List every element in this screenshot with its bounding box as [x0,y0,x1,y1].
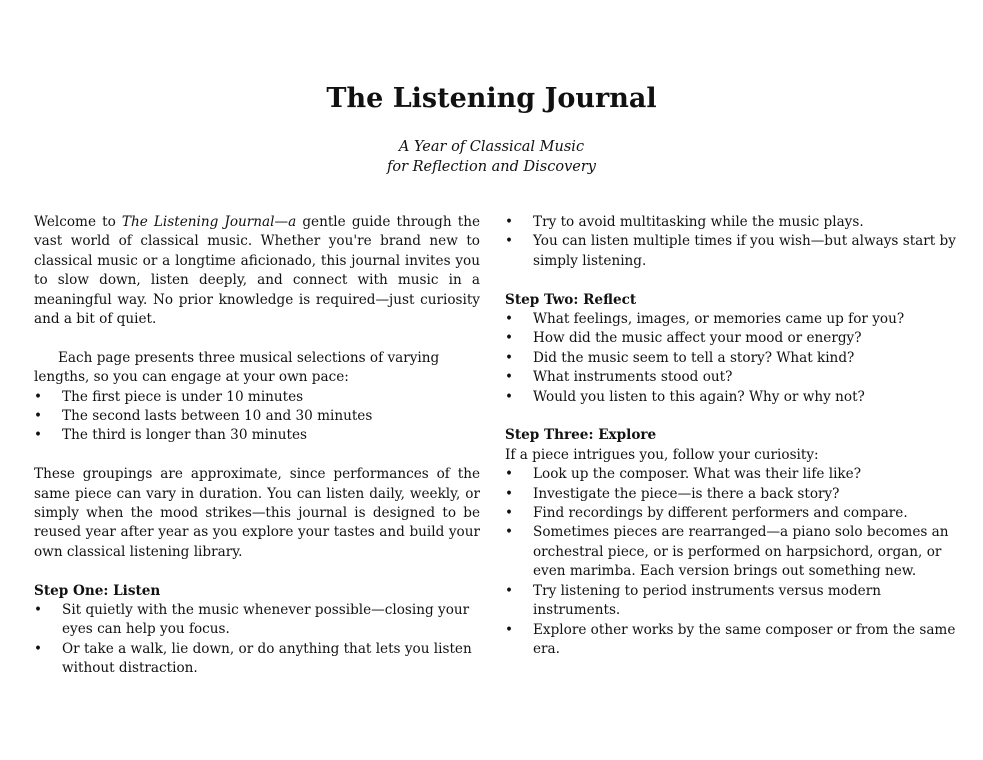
list-item: • Investigate the piece—is there a back story? [505,485,840,502]
step-one-heading: Step One: Listen [34,582,161,599]
list-item: • What feelings, images, or memories came up for you? [505,311,905,328]
list-item: • Try listening to period instruments versus modern instruments. [505,582,881,619]
list-item: • Would you listen to this again? Why or why not? [505,388,865,405]
intro-dash: — [274,214,289,230]
intro-a: a [288,214,297,230]
step-one-list [34,601,480,679]
list-item: • Or take a walk, lie down, or do anything that lets you listen without distraction. [34,640,472,677]
page-subtitle [0,137,983,177]
intro-paragraph [34,213,480,329]
step-three-heading: Step Three: Explore [505,427,657,444]
selections-paragraph: Each page presents three musical selections of varying lengths, so you can engage at your own pace: [34,349,440,386]
page-title: The Listening Journal [326,83,657,114]
list-item: • The first piece is under 10 minutes [34,388,304,405]
subtitle-line-2: for Reflection and Discovery [387,159,596,175]
list-item: • You can listen multiple times if you wish—but always start by simply listening. [505,233,956,269]
list-item: • Explore other works by the same composer or from the same era. [505,621,956,657]
journal-name: The Listening Journal [121,214,275,230]
step-two-heading: Step Two: Reflect [505,291,637,308]
step-three-list [505,465,957,659]
list-item: • What instruments stood out? [505,369,733,386]
list-item: • Sit quietly with the music whenever possible—closing your eyes can help you focus. [34,602,470,638]
step-three-intro: If a piece intrigues you, follow your curiosity: [505,446,819,463]
list-item: • The second lasts between 10 and 30 minutes [34,408,373,425]
groupings-paragraph: These groupings are approximate, since performances of the same piece can vary in duration. You can listen daily, weekly, or simply when the mood strikes—this journal is designed to be reused year after year as you explore your tastes and build your own classical listening library. [34,466,480,560]
step-one-list-continued [505,213,957,271]
list-item: • How did the music affect your mood or energy? [505,330,862,347]
list-item: • Find recordings by different performers and compare. [505,505,908,522]
subtitle-line-1: A Year of Classical Music [398,139,585,155]
step-two-list [505,310,957,407]
right-column [505,213,957,659]
selections-list [34,388,480,446]
list-item: • Look up the composer. What was their life like? [505,466,861,483]
list-item: • Did the music seem to tell a story? What kind? [505,349,855,366]
intro-post: gentle guide through the vast world of classical music. Whether you're brand new to classical music or a longtime aficionado, this journal invites you to slow down, listen deeply, and connect with music in a meaningful way. No prior knowledge is required—just curiosity and a bit of quiet. [34,214,480,328]
list-item: • The third is longer than 30 minutes [34,427,308,444]
list-item: • Sometimes pieces are rearranged—a piano solo becomes an orchestral piece, or is performed on harpsichord, organ, or even marimba. Each version brings out something new. [505,524,949,580]
intro-pre: Welcome to [34,214,122,230]
left-column [34,213,480,679]
list-item: • Try to avoid multitasking while the music plays. [505,214,864,230]
